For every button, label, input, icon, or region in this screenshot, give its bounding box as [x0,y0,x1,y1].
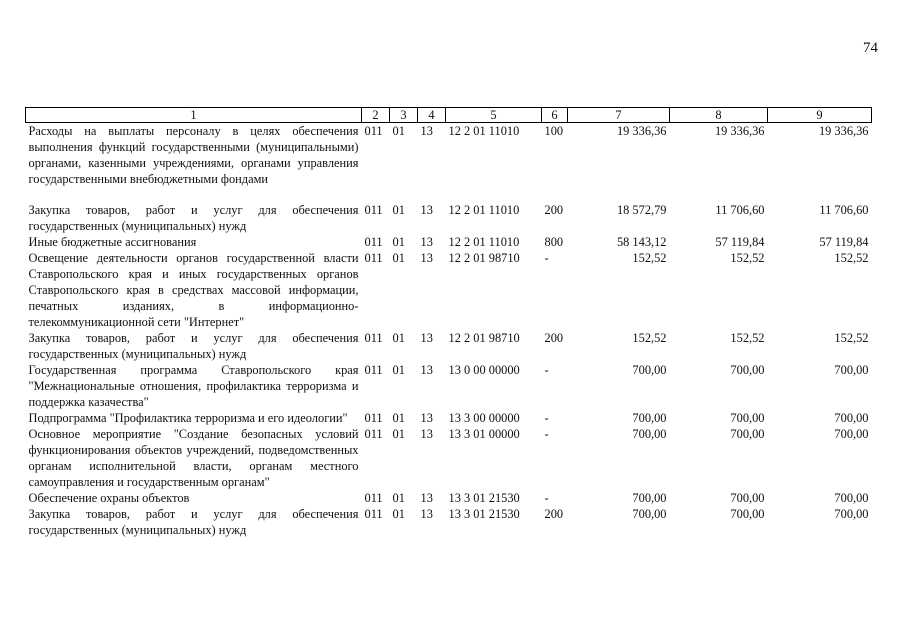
table-row [26,362,872,410]
ministry-code: 011 [364,124,383,138]
ministry-code: 011 [364,427,383,441]
column-header: 1 [26,108,362,123]
amount-col8: 700,00 [730,491,765,505]
column-header: 2 [362,108,390,123]
amount-col9: 152,52 [834,331,869,345]
amount-col7: 58 143,12 [616,235,667,249]
column-header: 6 [542,108,568,123]
table-row [26,410,872,426]
expense-name: Основное мероприятие "Создание безопасных условий функционирования объектов учреждений, подведомственных органам исполнительной власти, органам местного самоуправления и государственным органам" [28,427,359,489]
section-code: 01 [392,363,405,377]
section-code: 01 [392,203,405,217]
table-row [26,202,872,234]
target-article-code: 13 3 01 00000 [448,427,520,441]
column-header: 3 [390,108,418,123]
subsection-code: 13 [420,363,433,377]
amount-col7: 700,00 [632,427,667,441]
section-code: 01 [392,427,405,441]
expense-type-code: 800 [544,235,564,249]
table-row [26,250,872,330]
expense-type-code: 200 [544,331,564,345]
expense-name: Освещение деятельности органов государственной власти Ставропольского края и иных государственных органов Ставропольского края в средствах массовой информации, печатных изданиях, в информационно-телекоммуникационной сети "Интернет" [28,251,359,329]
amount-col9: 700,00 [834,427,869,441]
table-row [26,234,872,250]
ministry-code: 011 [364,203,383,217]
amount-col7: 18 572,79 [616,203,667,217]
amount-col9: 700,00 [834,507,869,521]
amount-col7: 152,52 [632,331,667,345]
ministry-code: 011 [364,331,383,345]
target-article-code: 13 3 00 00000 [448,411,520,425]
subsection-code: 13 [420,491,433,505]
expense-name: Закупка товаров, работ и услуг для обеспечения государственных (муниципальных) нужд [28,507,359,537]
table-row [26,506,872,538]
column-header: 4 [418,108,446,123]
amount-col9: 19 336,36 [818,124,869,138]
section-code: 01 [392,507,405,521]
amount-col9: 11 706,60 [819,203,869,217]
subsection-code: 13 [420,251,433,265]
target-article-code: 13 0 00 00000 [448,363,520,377]
amount-col7: 152,52 [632,251,667,265]
section-code: 01 [392,491,405,505]
amount-col8: 700,00 [730,363,765,377]
amount-col7: 19 336,36 [616,124,667,138]
row-spacer [26,187,872,202]
target-article-code: 13 3 01 21530 [448,491,520,505]
expense-name: Расходы на выплаты персоналу в целях обеспечения выполнения функций государственными (муниципальными) органами, казенными учреждениями, органами управления государственными внебюджетными фондами [28,124,359,186]
table-row [26,123,872,188]
column-header: 9 [768,108,872,123]
ministry-code: 011 [364,251,383,265]
amount-col8: 152,52 [730,331,765,345]
section-code: 01 [392,331,405,345]
ministry-code: 011 [364,507,383,521]
ministry-code: 011 [364,411,383,425]
subsection-code: 13 [420,411,433,425]
table-row [26,330,872,362]
subsection-code: 13 [420,203,433,217]
section-code: 01 [392,411,405,425]
expense-type-code: 100 [544,124,564,138]
amount-col9: 700,00 [834,491,869,505]
amount-col7: 700,00 [632,363,667,377]
expense-type-code: - [544,411,549,425]
expense-type-code: - [544,491,549,505]
page-number: 74 [863,40,878,56]
section-code: 01 [392,124,405,138]
subsection-code: 13 [420,124,433,138]
expense-name: Государственная программа Ставропольского края "Межнациональные отношения, профилактика терроризма и поддержка казачества" [28,363,359,409]
amount-col7: 700,00 [632,507,667,521]
amount-col7: 700,00 [632,491,667,505]
target-article-code: 12 2 01 11010 [448,124,520,138]
expense-type-code: - [544,363,549,377]
expense-name: Подпрограмма "Профилактика терроризма и его идеологии" [28,411,348,425]
ministry-code: 011 [364,363,383,377]
amount-col8: 152,52 [730,251,765,265]
target-article-code: 13 3 01 21530 [448,507,520,521]
column-header: 7 [568,108,670,123]
expense-name: Закупка товаров, работ и услуг для обеспечения государственных (муниципальных) нужд [28,203,359,233]
amount-col8: 57 119,84 [715,235,765,249]
amount-col7: 700,00 [632,411,667,425]
amount-col9: 57 119,84 [819,235,869,249]
target-article-code: 12 2 01 98710 [448,251,520,265]
target-article-code: 12 2 01 98710 [448,331,520,345]
amount-col9: 700,00 [834,363,869,377]
subsection-code: 13 [420,427,433,441]
table-row [26,426,872,490]
ministry-code: 011 [364,491,383,505]
table-row [26,490,872,506]
subsection-code: 13 [420,235,433,249]
amount-col8: 11 706,60 [715,203,765,217]
expense-type-code: 200 [544,203,564,217]
expense-type-code: - [544,251,549,265]
expense-type-code: 200 [544,507,564,521]
column-header: 8 [670,108,768,123]
subsection-code: 13 [420,331,433,345]
expense-name: Иные бюджетные ассигнования [28,235,197,249]
column-header: 5 [446,108,542,123]
amount-col9: 152,52 [834,251,869,265]
table-header-row [26,108,872,123]
ministry-code: 011 [364,235,383,249]
section-code: 01 [392,251,405,265]
amount-col8: 700,00 [730,411,765,425]
amount-col8: 19 336,36 [714,124,765,138]
amount-col9: 700,00 [834,411,869,425]
expense-name: Закупка товаров, работ и услуг для обеспечения государственных (муниципальных) нужд [28,331,359,361]
amount-col8: 700,00 [730,507,765,521]
expense-name: Обеспечение охраны объектов [28,491,190,505]
amount-col8: 700,00 [730,427,765,441]
target-article-code: 12 2 01 11010 [448,235,520,249]
budget-table [25,107,872,538]
section-code: 01 [392,235,405,249]
target-article-code: 12 2 01 11010 [448,203,520,217]
expense-type-code: - [544,427,549,441]
subsection-code: 13 [420,507,433,521]
